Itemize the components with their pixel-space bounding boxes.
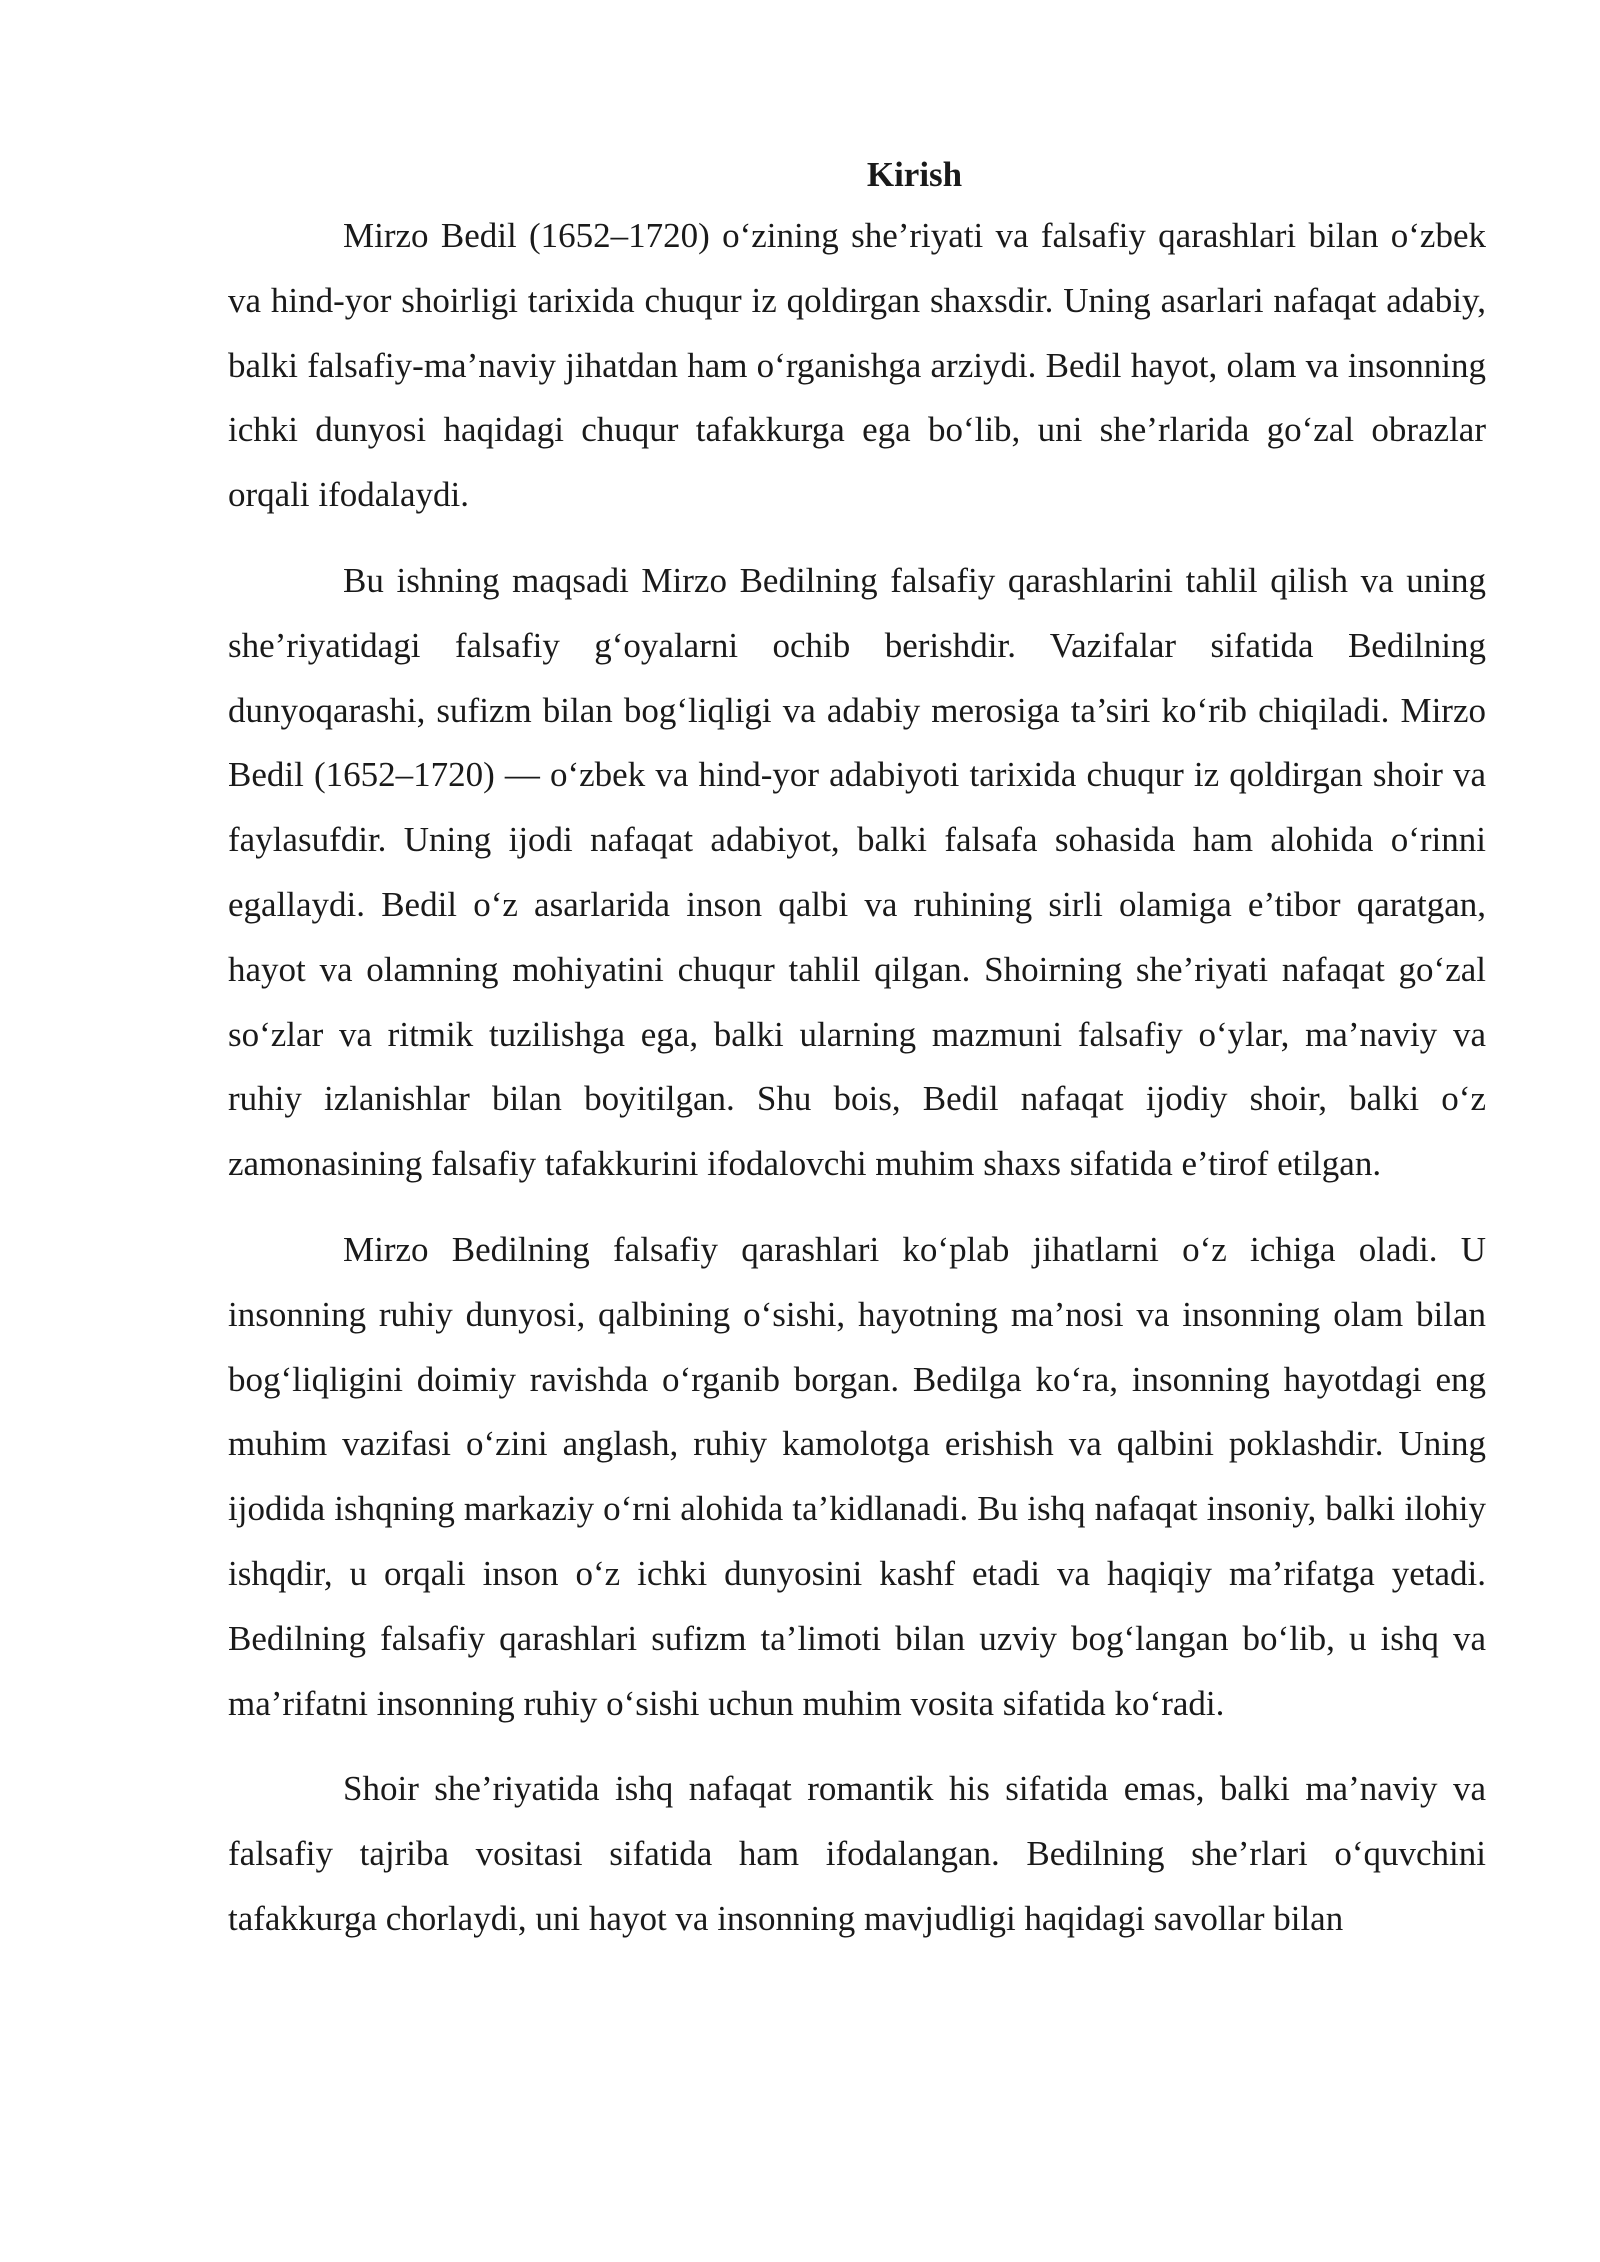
paragraph-2: Bu ishning maqsadi Mirzo Bedilning falsafiy qarashlarini tahlil qilish va uning she’riyatidagi falsafiy g‘oyalarni ochib berishdir. Vazifalar sifatida Bedilning dunyoqarashi, sufizm bilan bog‘liqligi va adabiy merosiga ta’siri ko‘rib chiqiladi. Mirzo Bedil (1652–1720) — o‘zbek va hind-yor adabiyoti tarixida chuqur iz qoldirgan shoir va faylasufdir. Uning ijodi nafaqat adabiyot, balki falsafa sohasida ham alohida o‘rinni egallaydi. Bedil o‘z asarlarida inson qalbi va ruhining sirli olamiga e’tibor qaratgan, hayot va olamning mohiyatini chuqur tahlil qilgan. Shoirning she’riyati nafaqat go‘zal so‘zlar va ritmik tuzilishga ega, balki ularning mazmuni falsafiy o‘ylar, ma’naviy va ruhiy izlanishlar bilan boyitilgan. Shu bois, Bedil nafaqat ijodiy shoir, balki o‘z zamonasining falsafiy tafakkurini ifodalovchi muhim shaxs sifatida e’tirof etilgan. [228, 560, 1486, 1184]
paragraph-1: Mirzo Bedil (1652–1720) o‘zining she’riyati va falsafiy qarashlari bilan o‘zbek va hind-yor shoirligi tarixida chuqur iz qoldirgan shaxsdir. Uning asarlari nafaqat adabiy, balki falsafiy-ma’naviy jihatdan ham o‘rganishga arziydi. Bedil hayot, olam va insonning ichki dunyosi haqidagi chuqur tafakkurga ega bo‘lib, uni she’rlarida go‘zal obrazlar orqali ifodalaydi. [228, 216, 1486, 515]
section-title: Kirish [866, 155, 963, 194]
paragraph-3: Mirzo Bedilning falsafiy qarashlari ko‘plab jihatlarni o‘z ichiga oladi. U insonning ruhiy dunyosi, qalbining o‘sishi, hayotning ma’nosi va insonning olam bilan bog‘liqligini doimiy ravishda o‘rganib borgan. Bedilga ko‘ra, insonning hayotdagi eng muhim vazifasi o‘zini anglash, ruhiy kamolotga erishish va qalbini poklashdir. Uning ijodida ishqning markaziy o‘rni alohida ta’kidlanadi. Bu ishq nafaqat insoniy, balki ilohiy ishqdir, u orqali inson o‘z ichki dunyosini kashf etadi va haqiqiy ma’rifatga yetadi. Bedilning falsafiy qarashlari sufizm ta’limoti bilan uzviy bog‘langan bo‘lib, u ishq va ma’rifatni insonning ruhiy o‘sishi uchun muhim vosita sifatida ko‘radi. [228, 1229, 1486, 1723]
document-body [228, 150, 1486, 1973]
paragraph-4: Shoir she’riyatida ishq nafaqat romantik his sifatida emas, balki ma’naviy va falsafiy tajriba vositasi sifatida ham ifodalangan. Bedilning she’rlari o‘quvchini tafakkurga chorlaydi, uni hayot va insonning mavjudligi haqidagi savollar bilan [228, 1769, 1486, 1938]
